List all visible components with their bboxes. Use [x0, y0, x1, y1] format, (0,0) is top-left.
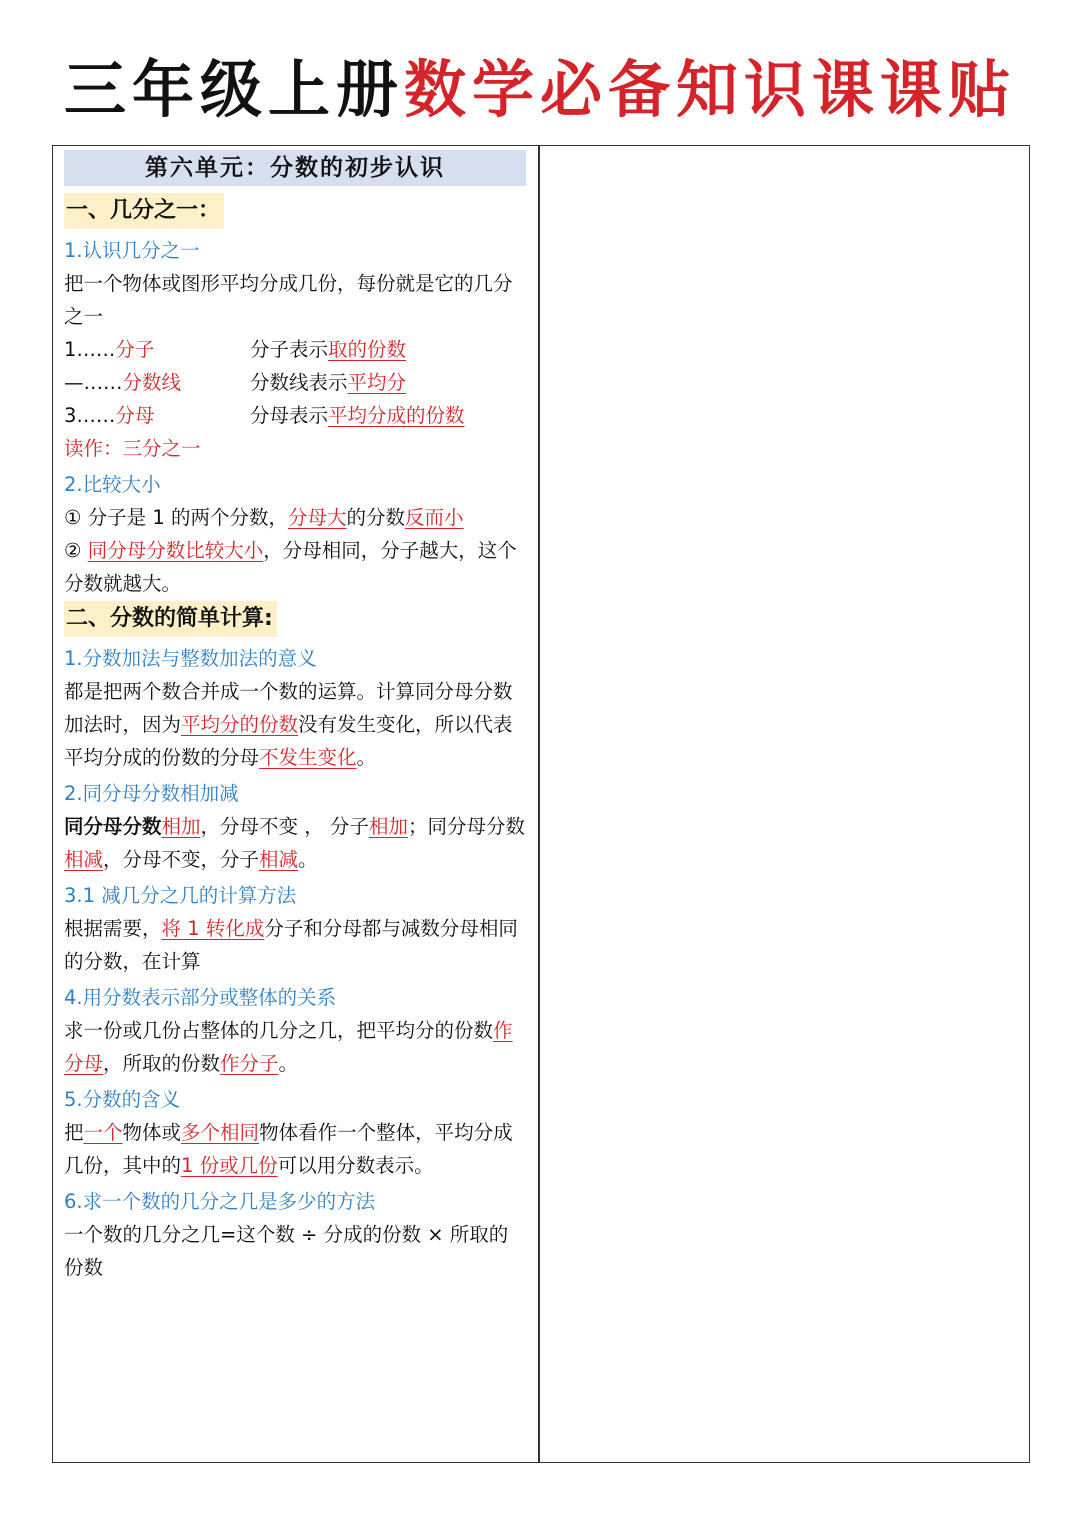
- sub2-title: 2.比较大小: [64, 473, 161, 496]
- s6-title: 6.求一个数的几分之几是多少的方法: [64, 1190, 376, 1213]
- compare-rule-2: ② 同分母分数比较大小，分母相同，分子越大，这个分数就越大。: [64, 539, 517, 595]
- part-desc: 分母表示: [250, 404, 329, 427]
- title-part-black: 三年级上册: [63, 53, 404, 126]
- s4-title: 4.用分数表示部分或整体的关系: [64, 986, 337, 1009]
- unit-title: 第六单元：分数的初步认识: [64, 150, 526, 186]
- part-name: 分母: [115, 404, 155, 427]
- part-name: 分子: [115, 338, 155, 361]
- title-part-red: 数学必备知识课课贴: [404, 53, 1017, 126]
- part-symbol: 3……: [64, 404, 116, 427]
- s4-text: 求一份或几份占整体的几分之几，把平均分的份数作分母，所取的份数作分子。: [64, 1019, 513, 1075]
- sub1-title: 1.认识几分之一: [64, 239, 200, 262]
- compare-rule-1: ① 分子是 1 的两个分数，分母大的分数反而小: [64, 506, 464, 529]
- part-desc-key: 取的份数: [328, 338, 407, 361]
- sub1-text: 把一个物体或图形平均分成几份，每份就是它的几分之一: [64, 272, 513, 328]
- part-desc-key: 平均分: [347, 371, 407, 394]
- section2-heading: 二、分数的简单计算:: [64, 601, 277, 637]
- part-symbol: 1……: [64, 338, 116, 361]
- s5-text: 把一个物体或多个相同物体看作一个整体，平均分成几份，其中的1 份或几份可以用分数表示。: [64, 1121, 513, 1177]
- part-symbol: —……: [64, 371, 123, 394]
- fraction-part-row: [64, 333, 526, 366]
- section1-heading: 一、几分之一：: [64, 193, 224, 229]
- s2-text: 同分母分数相加，分母不变 ， 分子相加；同分母分数相减，分母不变，分子相减。: [64, 815, 525, 871]
- s6-text: 一个数的几分之几=这个数 ÷ 分成的份数 × 所取的份数: [64, 1223, 509, 1279]
- left-column: [64, 150, 526, 1284]
- part-desc-key: 平均分成的份数: [328, 404, 465, 427]
- s3-title: 3.1 减几分之几的计算方法: [64, 884, 297, 907]
- column-divider: [538, 145, 540, 1463]
- s1-text: 都是把两个数合并成一个数的运算。计算同分母分数加法时，因为平均分的份数没有发生变化，所以代表平均分成的份数的分母不发生变化。: [64, 680, 513, 769]
- fraction-part-row: [64, 399, 526, 432]
- fraction-part-row: [64, 366, 526, 399]
- part-desc: 分数线表示: [250, 371, 348, 394]
- s1-title: 1.分数加法与整数加法的意义: [64, 647, 317, 670]
- page-title: [0, 50, 1080, 130]
- part-name: 分数线: [122, 371, 182, 394]
- s3-text: 根据需要，将 1 转化成分子和分母都与减数分母相同的分数，在计算: [64, 917, 518, 973]
- s2-title: 2.同分母分数相加减: [64, 782, 239, 805]
- s5-title: 5.分数的含义: [64, 1088, 181, 1111]
- part-desc: 分子表示: [250, 338, 329, 361]
- read-as: 读作：三分之一: [64, 437, 201, 460]
